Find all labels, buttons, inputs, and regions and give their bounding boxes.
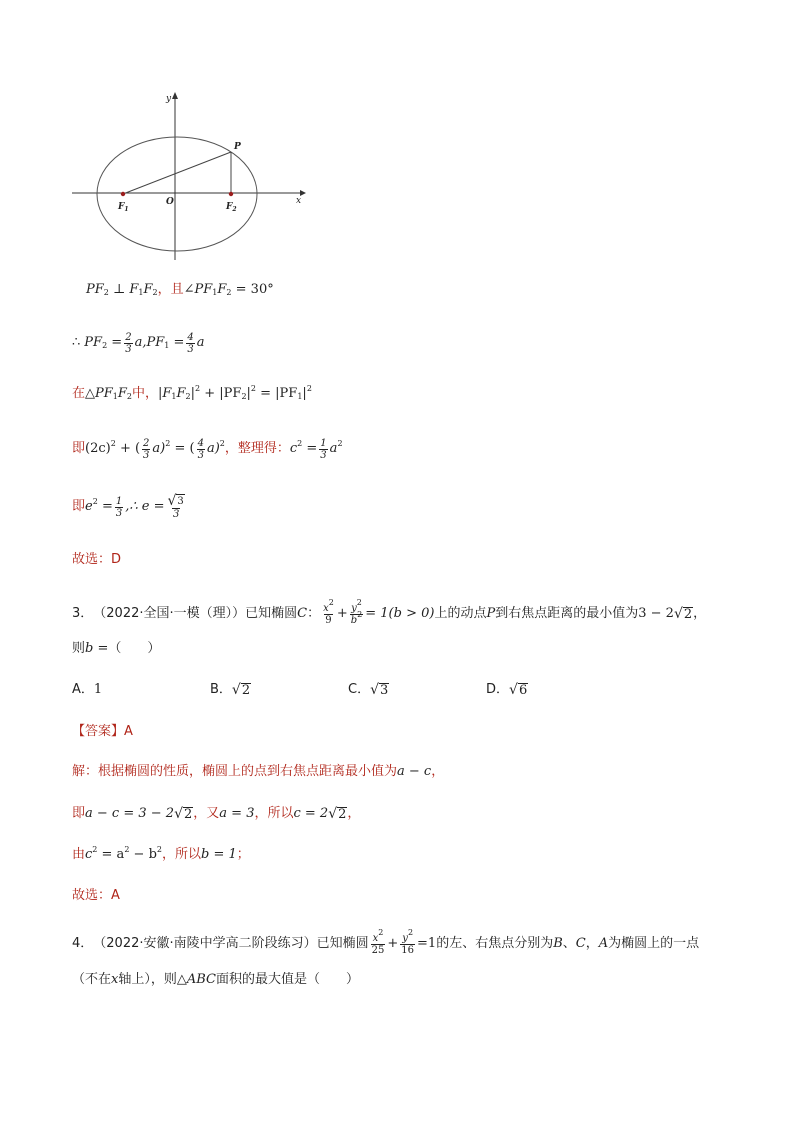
equation-line: 即 $(2c)^2$ + ( $\frac{2}{3}$ a)$^2$ = ( $\frac{4}{3}$ a)$^2$ ，整理得： $c^2$ = $\frac{1}{3}$ $a^2$ [72,437,343,461]
y-axis-label: y [166,94,172,104]
q4-stem-line1: 4． （2022·安徽·南陵中学高二阶段练习） 已知椭圆 $\frac{x^2}{25}$ + $\frac{y^2}{16}$ =1 的左、右焦点分别为 B 、 C ， A 为椭圆上的一点 [72,927,700,956]
q3-option-a[interactable]: A． 1 [72,682,103,697]
q3-solution-1: 解：根据椭圆的性质，椭圆上的点到右焦点距离最小值为 a − c ， [72,764,445,779]
q3-solution-2: 即 a − c = 3 − 2 √ 2 ，又 a = 3 ，所以 c = 2 √ 2 ， [72,806,361,822]
q3-stem-line1: 3． （2022·全国·一模（理）） 已知椭圆 C ： $\frac{x^2}{9}$ + $\frac{y^2}{b^2}$ = 1(b > 0) 上的动点 P 到右焦点距离的最小值为 3 − 2 √ 2 ， [72,597,707,626]
ellipse-figure [60,85,320,270]
focus-1-label: $F_1$ [118,202,129,213]
q3-option-d[interactable]: D． √ 6 [486,682,528,698]
point-p-label: P [234,142,241,152]
y-axis-arrow [172,92,178,99]
q3-stem-line2: 则 b = （ ） [72,641,161,656]
x-axis-label: x [296,196,302,206]
q3-answer: 【答案】A [72,724,133,739]
focus-2-point [229,192,233,196]
q3-option-c[interactable]: C． √ 3 [348,682,389,698]
segment-f1-p [123,152,231,194]
therefore-line: ∴ $PF_2$ = $\frac{2}{3}$ $a,PF_1$ = $\frac{4}{3}$ a [72,331,205,355]
origin-label: O [166,197,174,207]
given-line: $PF_2$ ⊥ $F_1F_2$ ，且 $\angle PF_1F_2 = 30^\circ$ [86,282,274,297]
choose-a: 故选：A [72,888,120,903]
triangle-line: 在 $\triangle PF_1F_2$ 中， $|F_1F_2|^2 + |PF_2|^2 = |PF_1|^2$ [72,384,312,401]
eccentricity-line: 即 $e^2$ = $\frac{1}{3}$ ,∴ e = √ 3 3 [72,493,184,520]
choose-d: 故选：D [72,552,122,567]
focus-2-label: $F_2$ [226,202,237,213]
q3-option-b[interactable]: B． √ 2 [210,682,251,698]
q3-solution-3: 由 $c^2 = a^2 - b^2$ ，所以 b = 1 ； [72,845,250,862]
focus-1-point [121,192,125,196]
q4-stem-line2: （不在 x 轴上），则 △ABC 面积的最大值是（ ） [72,972,360,987]
